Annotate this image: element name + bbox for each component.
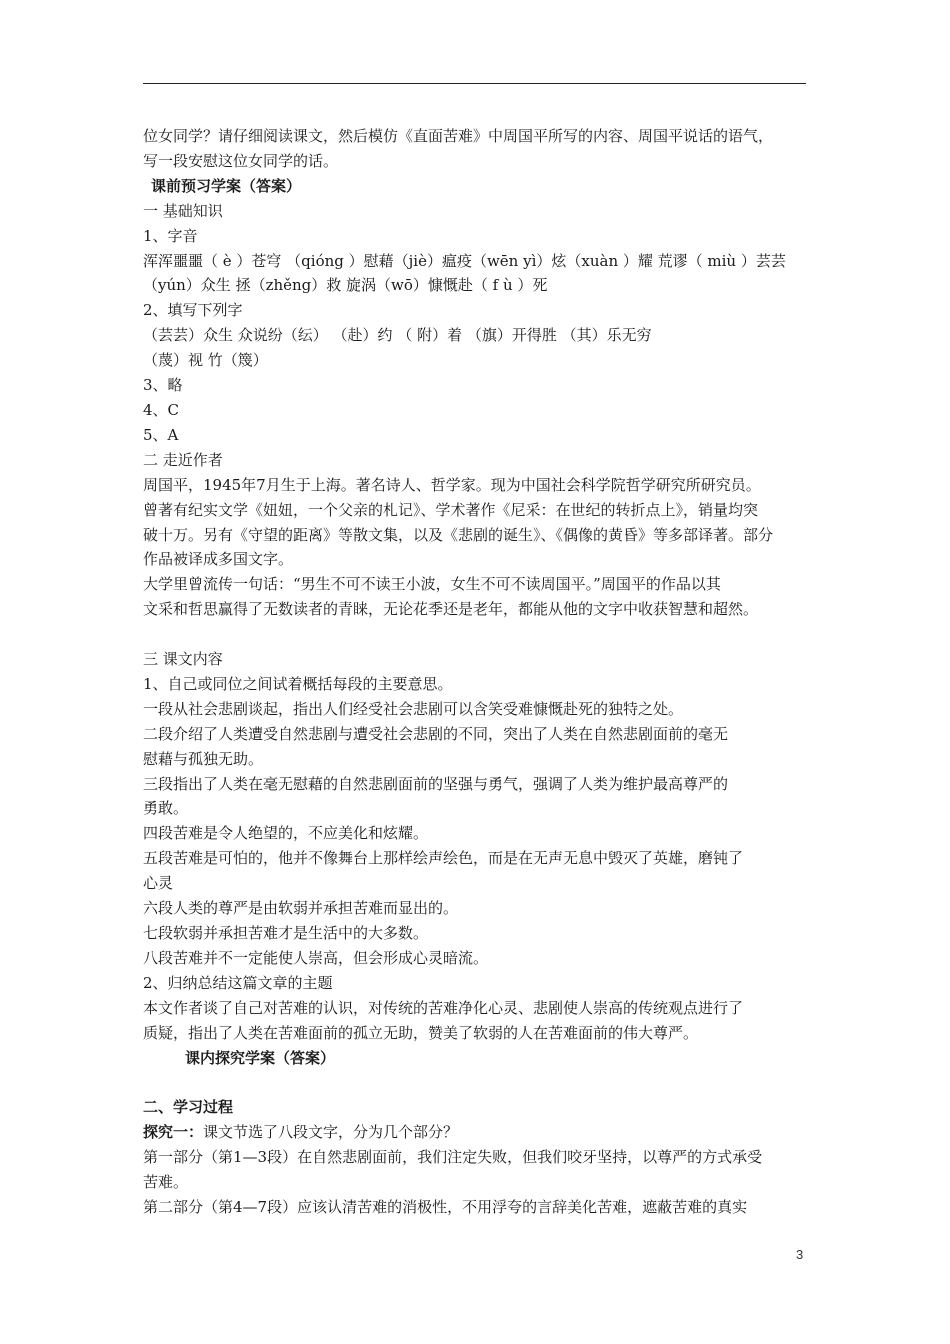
body-text-line: 五段苦难是可怕的，他并不像舞台上那样绘声绘色，而是在无声无息中毁灭了英雄，磨钝了 xyxy=(143,849,744,868)
body-text-line: 第一部分（第1—3段）在自然悲剧面前，我们注定失败，但我们咬牙坚持，以尊严的方式承受 xyxy=(143,1148,763,1167)
exploration-question-text: 课文节选了八段文字，分为几个部分？ xyxy=(203,1123,459,1142)
subheading-paragraph-summary: 1、自己或同位之间试着概括每段的主要意思。 xyxy=(143,674,453,693)
body-text-line: 浑浑噩噩（ è ）苍穹 （qióng ）慰藉（jiè）瘟疫（wēn yì）炫（xuàn ）耀 荒谬（ miù ）芸芸 xyxy=(143,251,786,270)
body-text-line: 七段软弱并承担苦难才是生活中的大多数。 xyxy=(143,923,429,942)
exploration-label: 探究一： xyxy=(143,1123,204,1142)
answer-item-4: 4、C xyxy=(143,400,180,419)
body-text-line: 质疑，指出了人类在苦难面前的孤立无助，赞美了软弱的人在苦难面前的伟大尊严。 xyxy=(143,1023,699,1042)
body-text-line: 曾著有纪实文学《妞妞，一个父亲的札记》、学术著作《尼采：在世纪的转折点上》，销量均突 xyxy=(143,500,759,519)
answer-item-3: 3、略 xyxy=(143,376,183,395)
subheading-pronunciation: 1、字音 xyxy=(143,226,198,245)
exploration-question-1 xyxy=(143,1120,823,1145)
body-text-line: 大学里曾流传一句话：“男生不可不读王小波，女生不可不读周国平。”周国平的作品以其 xyxy=(143,575,721,594)
body-text-line: 本文作者谈了自己对苦难的认识，对传统的苦难净化心灵、悲剧使人崇高的传统观点进行了 xyxy=(143,998,744,1017)
body-text-line: 慰藉与孤独无助。 xyxy=(143,749,264,768)
body-text-line: 六段人类的尊严是由软弱并承担苦难而显出的。 xyxy=(143,899,459,918)
section-heading-learning-process: 二、学习过程 xyxy=(143,1098,234,1117)
document-body xyxy=(143,124,823,1220)
body-text-line: （芸芸）众生 众说纷（纭） （赴）约 （ 附）着 （旗）开得胜 （其）乐无穷 xyxy=(143,326,652,345)
section-heading-text-content: 三 课文内容 xyxy=(143,650,223,669)
body-text-line: 周国平，1945年7月生于上海。著名诗人、哲学家。现为中国社会科学院哲学研究所研究员。 xyxy=(143,475,761,494)
header-rule xyxy=(143,83,806,84)
blank-line xyxy=(143,1070,823,1095)
body-text-line: 四段苦难是令人绝望的，不应美化和炫耀。 xyxy=(143,824,429,843)
section-heading-inclass-answers: 课内探究学案（答案） xyxy=(185,1048,336,1067)
section-heading-preview-answers: 课前预习学案（答案） xyxy=(151,176,302,195)
body-text-line: （蔑）视 竹（篾） xyxy=(143,351,268,370)
body-text-line: 八段苦难并不一定能使人崇高，但会形成心灵暗流。 xyxy=(143,948,489,967)
body-text-line: 三段指出了人类在毫无慰藉的自然悲剧面前的坚强与勇气，强调了人类为维护最高尊严的 xyxy=(143,774,729,793)
body-text-line: 破十万。另有《守望的距离》等散文集，以及《悲剧的诞生》、《偶像的黄昏》等多部译著。部分 xyxy=(143,525,774,544)
body-text-line: 第二部分（第4—7段）应该认清苦难的消极性，不用浮夸的言辞美化苦难，遮蔽苦难的真实 xyxy=(143,1197,748,1216)
subheading-fill-in-characters: 2、填写下列字 xyxy=(143,301,243,320)
body-text-line: 作品被译成多国文字。 xyxy=(143,550,294,569)
answer-item-5: 5、A xyxy=(143,425,179,444)
body-text-line: 苦难。 xyxy=(143,1173,189,1192)
body-text-line: 写一段安慰这位女同学的话。 xyxy=(143,151,339,170)
section-heading-basic-knowledge: 一 基础知识 xyxy=(143,201,223,220)
section-heading-author: 二 走近作者 xyxy=(143,450,223,469)
body-text-line: 一段从社会悲剧谈起，指出人们经受社会悲剧可以含笑受难慷慨赴死的独特之处。 xyxy=(143,699,684,718)
blank-line xyxy=(143,622,823,647)
body-text-line: 文采和哲思赢得了无数读者的青睐，无论花季还是老年，都能从他的文字中收获智慧和超然。 xyxy=(143,600,759,619)
body-text-line: 心灵 xyxy=(143,874,174,893)
body-text-line: 位女同学？请仔细阅读课文，然后模仿《直面苦难》中周国平所写的内容、周国平说话的语气， xyxy=(143,127,774,145)
body-text-line: 勇敢。 xyxy=(143,799,189,818)
body-text-line: （yún）众生 拯（zhěng）救 旋涡（wō）慷慨赴（ f ù ）死 xyxy=(143,276,548,295)
subheading-theme: 2、归纳总结这篇文章的主题 xyxy=(143,973,333,992)
body-text-line: 二段介绍了人类遭受自然悲剧与遭受社会悲剧的不同，突出了人类在自然悲剧面前的毫无 xyxy=(143,724,729,743)
page-number: 3 xyxy=(796,1247,804,1262)
